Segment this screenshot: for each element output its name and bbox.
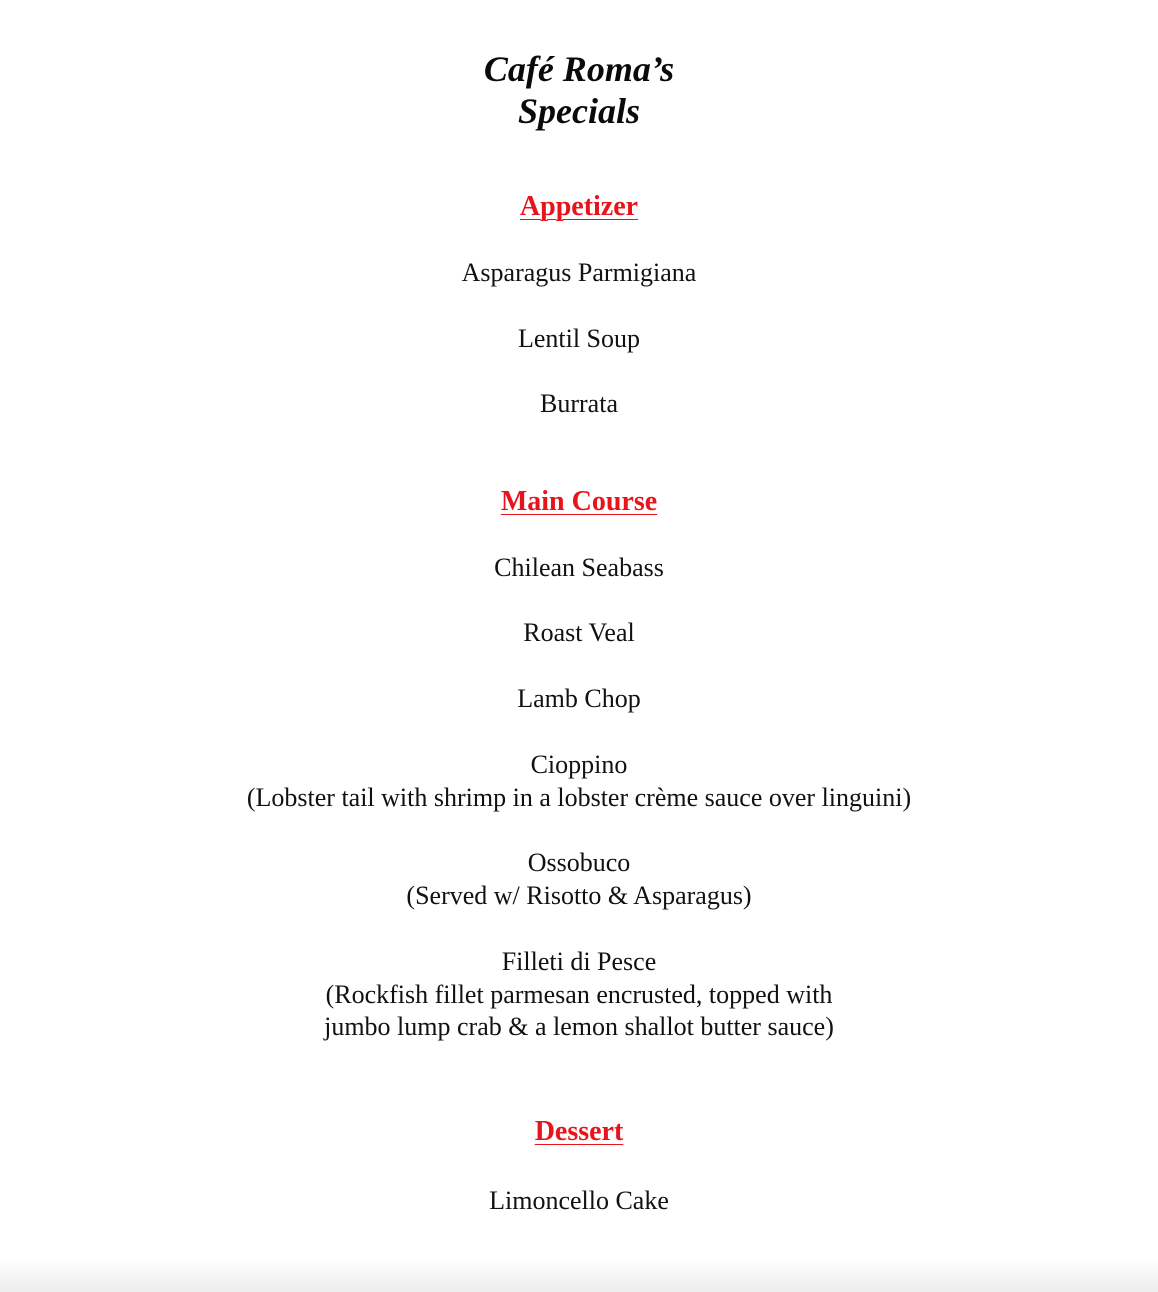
- appetizer-item: Asparagus Parmigiana: [461, 258, 697, 287]
- main-course-item-description: jumbo lump crab & a lemon shallot butter sauce): [324, 1012, 834, 1041]
- main-course-item: Filleti di Pesce: [501, 947, 657, 976]
- main-course-item-description: (Served w/ Risotto & Asparagus): [406, 881, 752, 910]
- menu-title-line2: Specials: [518, 91, 640, 131]
- main-course-item: Lamb Chop: [517, 684, 641, 713]
- main-course-item: Cioppino: [530, 750, 628, 779]
- main-course-item-description: (Lobster tail with shrimp in a lobster crème sauce over linguini): [246, 783, 912, 812]
- section-heading-dessert: Dessert: [534, 1116, 624, 1147]
- main-course-item: Roast Veal: [523, 618, 635, 647]
- section-heading-main-course: Main Course: [500, 486, 658, 517]
- appetizer-item: Burrata: [540, 389, 618, 418]
- appetizer-item: Lentil Soup: [517, 324, 641, 353]
- page-bottom-shadow: [0, 1258, 1158, 1292]
- section-heading-appetizer: Appetizer: [519, 191, 639, 222]
- dessert-item: Limoncello Cake: [489, 1186, 669, 1215]
- main-course-item: Ossobuco: [527, 848, 631, 877]
- main-course-item-description: (Rockfish fillet parmesan encrusted, topped with: [325, 980, 833, 1009]
- main-course-item: Chilean Seabass: [494, 553, 664, 582]
- menu-title-line1: Café Roma’s: [483, 49, 675, 89]
